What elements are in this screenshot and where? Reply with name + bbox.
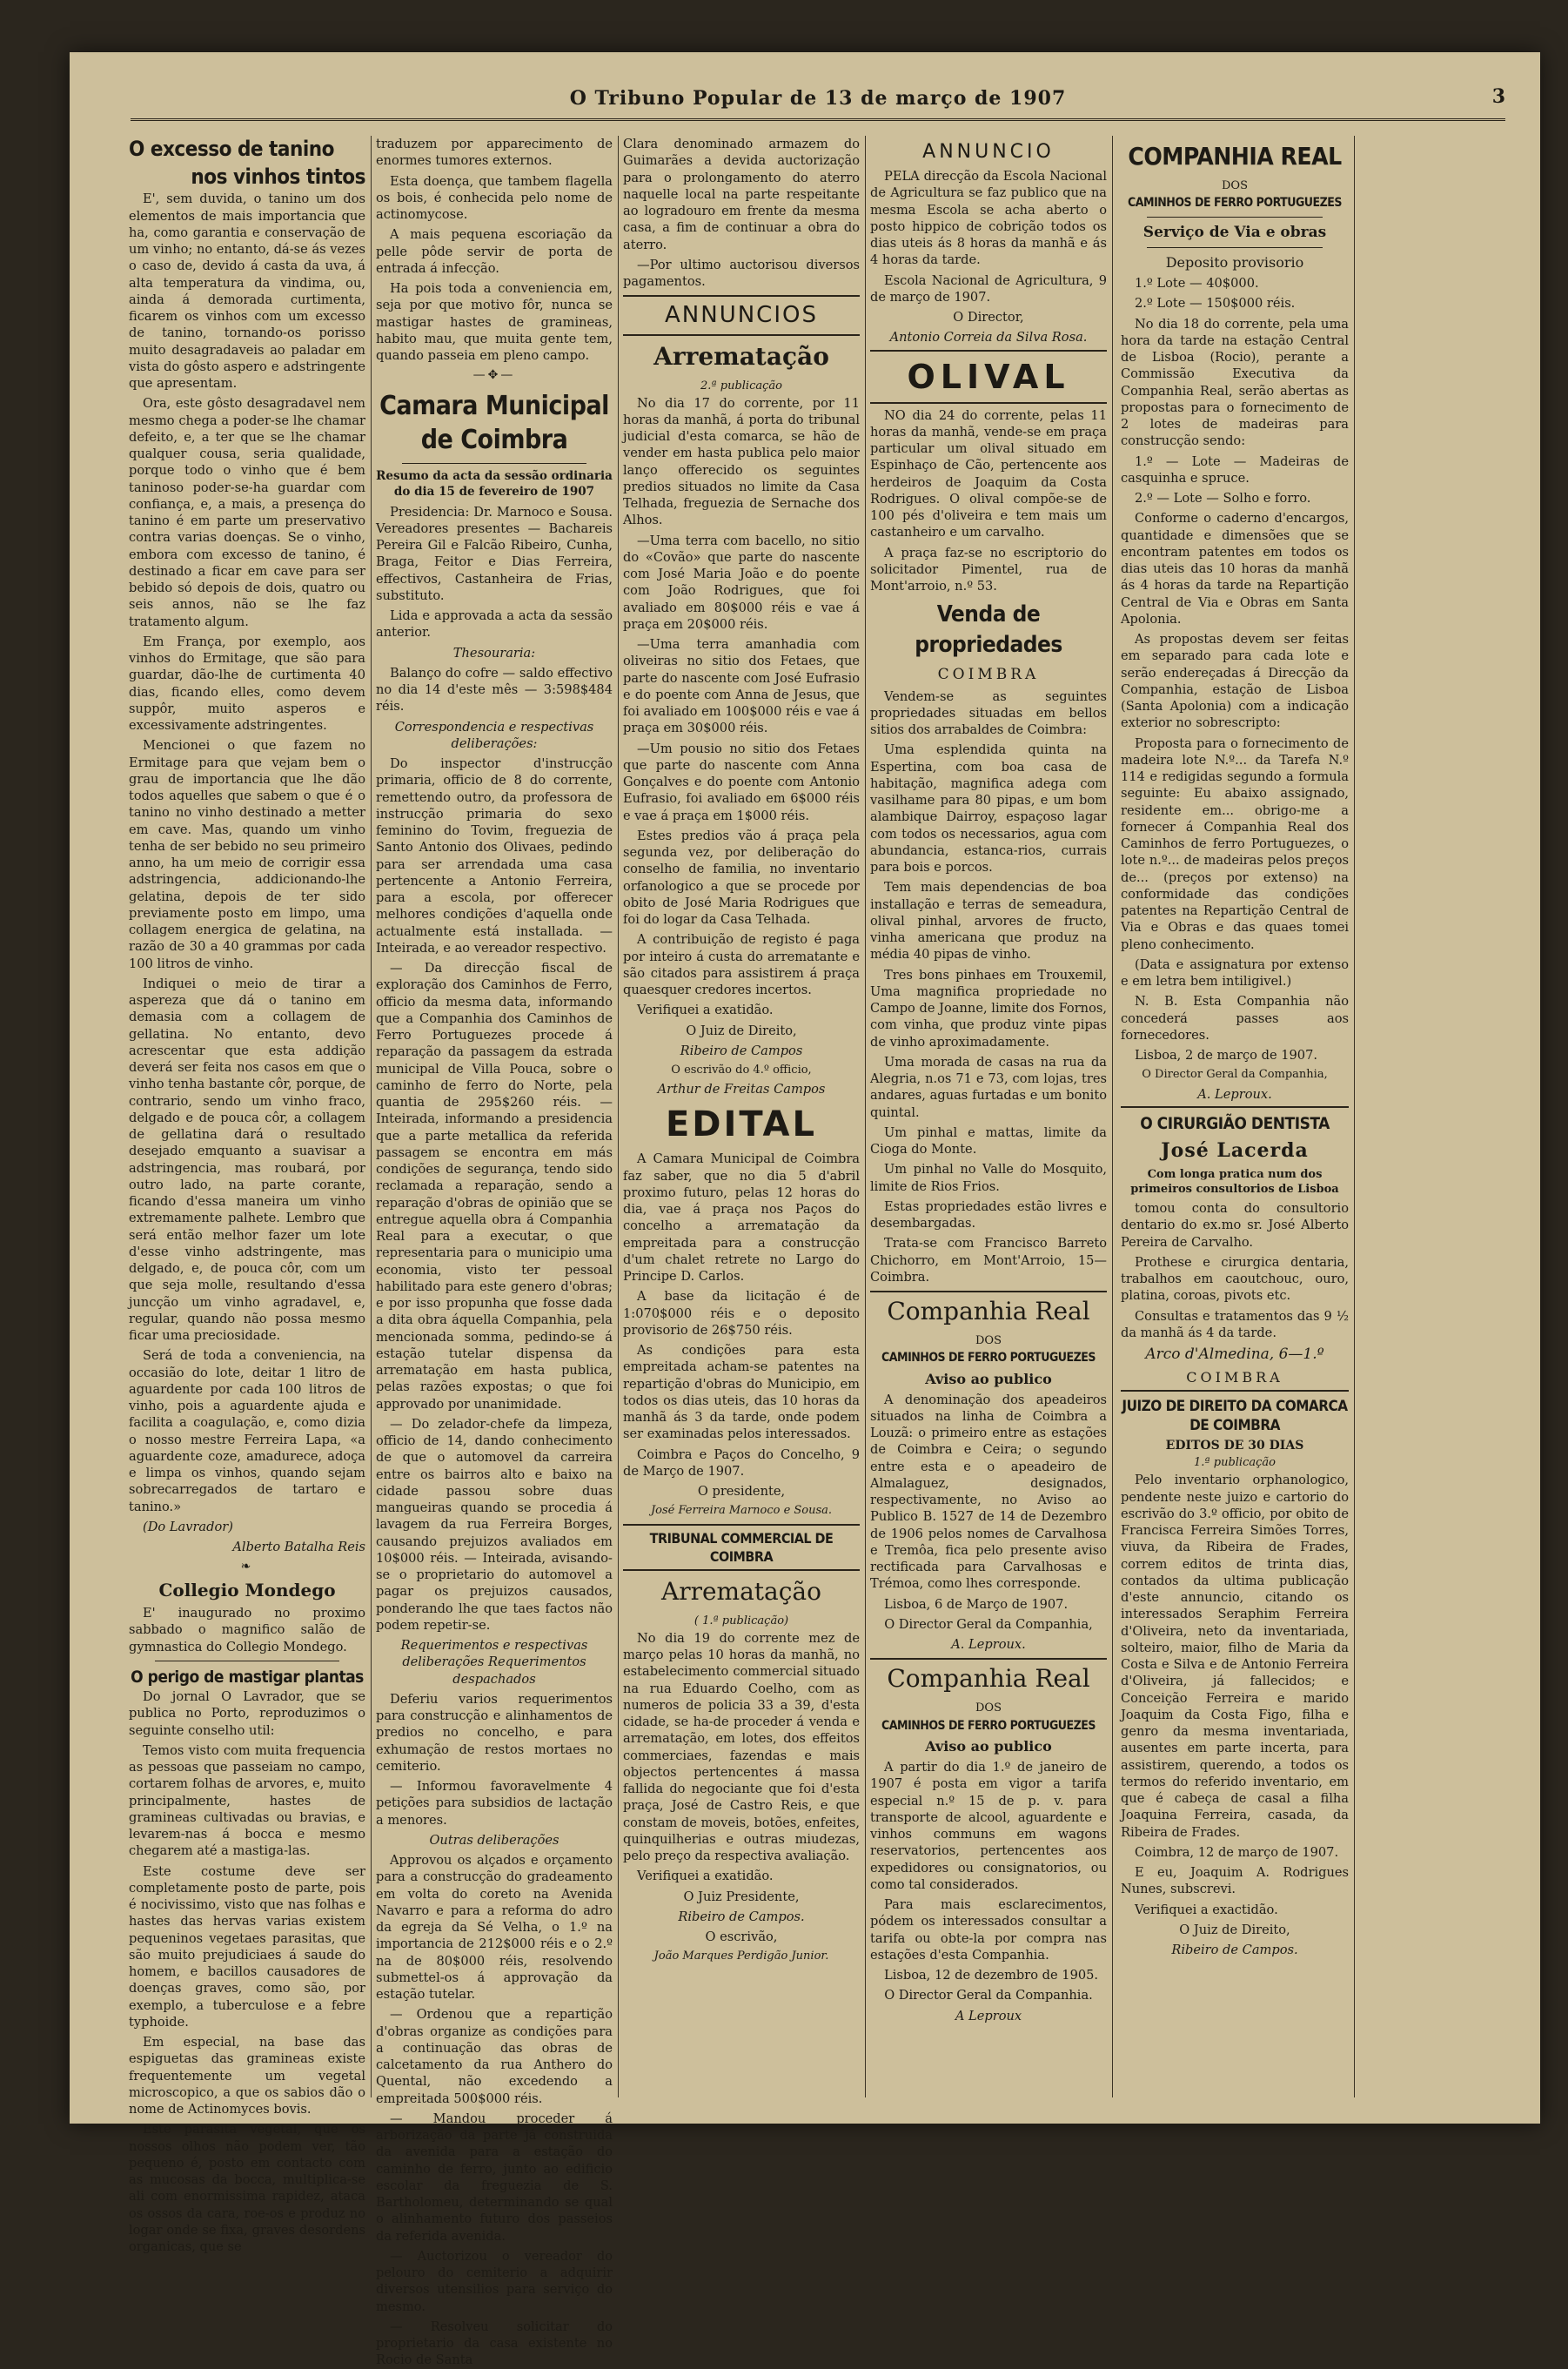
ad-subline: Aviso ao publico <box>925 1738 1052 1755</box>
ad-subline: CAMINHOS DE FERRO PORTUGUEZES <box>881 1351 1096 1366</box>
paragraph: NO dia 24 do corrente, pelas 11 horas da manhã, vende-se em praça particular um olival situado em Espinhaço de Cão, pertencente aos herdeiros de Joaquim da Costa Rodrigues. O olival compõe-se de 100 pés d'oliveira e tem mais um castanheiro e um carvalho. <box>870 407 1107 540</box>
signature: A. Leproux. <box>1197 1086 1272 1102</box>
ad-subline: DOS <box>1222 178 1248 192</box>
paragraph: Uma morada de casas na rua da Alegria, n.os 71 e 73, com lojas, tres andares, aguas furtadas e um bonito quintal. <box>870 1054 1107 1120</box>
paragraph: N. B. Esta Companhia não concederá passes aos fornecedores. <box>1121 994 1349 1043</box>
paragraph: Pelo inventario orphanologico, pendente neste juizo e cartorio do escrivão do 3.º officio, por obito de Francisca Ferreira Simões Torres, viuva, da Ribeira de Frades, correm editos de trinta dias, contados da ultima publicação d'este annuncio, citando os interessados Seraphim Ferreira d'Oliveira, neto da inventariada, solteiro, maior, filho de Maria da Costa e Silva e de Antonio Ferreira d'Oliveira, já fallecidos; e Conceição Ferreira e marido Joaquim da Costa Figo, filha e genro da mesma inventariada, ausentes em parte incerta, para assistirem, querendo, a todos os termos do referido inventario, em que é cabeça de casal a filha Joaquina Ferreira, casada, da Ribeira de Frades. <box>1121 1473 1349 1840</box>
column-rule <box>1354 136 1355 2097</box>
section-headline: Collegio Mondego <box>158 1579 336 1601</box>
paragraph: Esta doença, que tambem flagella os bois, é conhecida pelo nome de actinomycose. <box>376 173 613 222</box>
column-2 <box>376 136 613 2368</box>
subheading: Requerimentos e respectivas deliberações Requerimentos despachados <box>400 1638 588 1687</box>
paragraph: Trata-se com Francisco Barreto Chichorro, em Mont'Arroio, 15—Coimbra. <box>870 1236 1107 1285</box>
paragraph: Verifiquei a exatidão. <box>637 1869 774 1884</box>
paragraph: PELA direcção da Escola Nacional de Agricultura se faz publico que na mesma Escola se acha aberto o posto hippico de cobrição todos os dias uteis ás 8 horas da manhã e ás 4 horas da tarde. <box>870 169 1107 268</box>
paragraph: Approvou os alçados e orçamento para a construcção do gradeamento em volta do coreto na Avenida Navarro e para a reforma do adro da egreja da Sé Velha, o 1.º na importancia de 212$000 réis e o 2.º na de 80$000 réis, resolvendo submettel-os á approvação da estação tutelar. <box>376 1853 613 2003</box>
ornament: —✥— <box>472 368 516 383</box>
ad-subline: EDITOS DE 30 DIAS <box>1165 1438 1304 1453</box>
paragraph: Tres bons pinhaes em Trouxemil, Uma magnifica propriedade no Campo de Joanne, limite dos Fornos, com vinha, que produz vinte pipas de vinho aproximadamente. <box>870 967 1107 1050</box>
signature: A. Leproux. <box>951 1637 1026 1653</box>
paragraph: Lisboa, 2 de março de 1907. <box>1135 1048 1318 1064</box>
ad-headline: O CIRURGIÃO DENTISTA <box>1121 1106 1349 1135</box>
column-3 <box>623 136 860 2097</box>
paragraph: —Por ultimo auctorisou diversos pagamentos. <box>623 257 860 289</box>
paragraph: A base da licitação é de 1:070$000 réis e o deposito provisorio de 26$750 réis. <box>623 1289 860 1338</box>
paragraph: — Do zelador-chefe da limpeza, officio de 14, dando conhecimento de que o automovel da carreira entre os bairros alto e baixo na cidade passou sobre duas mangueiras quando se procedia á lavagem da rua Ferreira Borges, causando prejuizos avaliados em 10$000 réis. — Inteirada, avisando-se o proprietario do automovel a pagar os prejuizos causados, ponderando lhe que taes factos não podem repetir-se. <box>376 1416 613 1633</box>
ad-headline: Companhia Real <box>870 1658 1107 1695</box>
ad-subline: Deposito provisorio <box>1165 254 1304 272</box>
section-headline: Camara Municipal de Coimbra <box>379 390 609 456</box>
subheading: Resumo da acta da sessão ordinaria do dia 15 de fevereiro de 1907 <box>376 468 613 499</box>
paragraph: Vendem-se as seguintes propriedades situadas em bellos sitios dos arrabaldes de Coimbra: <box>870 688 1107 737</box>
paragraph: Uma esplendida quinta na Espertina, com boa casa de habitação, magnifica adega com vasilhame para 80 pipas, e um bom alambique Dairroy, espaçoso lagar com todos os necessarios, agua com abundancia, estanca-rios, currais para bois e porcos. <box>870 742 1107 875</box>
signature: O Director Geral da Companhia. <box>884 1988 1093 2003</box>
signature: O Juiz de Direito, <box>1179 1922 1290 1937</box>
article-headline-2: nos vinhos tintos <box>191 164 365 189</box>
signature: Antonio Correia da Silva Rosa. <box>889 330 1088 346</box>
paragraph: Com longa pratica num dos primeiros consultorios de Lisboa <box>1130 1167 1339 1197</box>
ad-headline: Venda de propriedades <box>915 601 1062 658</box>
ad-subline: Aviso ao publico <box>925 1370 1052 1387</box>
paragraph: —Uma terra amanhadia com oliveiras no sitio dos Fetaes, que parte do nascente com José Eufrasio e do poente com Anna de Jesus, que foi avaliado em 100$000 réis e vae á praça em 30$000 réis. <box>623 637 860 736</box>
newspaper-page <box>70 52 1540 2368</box>
paragraph: Para mais esclarecimentos, pódem os interessados consultar a tarifa ou obte-la por compra nas estações d'esta Companhia. <box>870 1897 1107 1963</box>
masthead <box>131 84 1505 121</box>
divider <box>1147 217 1323 218</box>
paragraph: Em França, por exemplo, aos vinhos do Ermitage, que são para guardar, dão-lhe de curtimenta 40 dias, ficando elles, como devem suppôr, muito asperos e excessivamente adstringentes. <box>129 634 365 734</box>
column-4 <box>870 136 1107 2097</box>
paragraph: 1.º — Lote — Madeiras de casquinha e spruce. <box>1121 453 1349 486</box>
ad-headline: OLIVAL <box>870 350 1107 404</box>
paragraph: No dia 17 do corrente, por 11 horas da manhã, á porta do tribunal judicial d'esta comarca, se hão de vender em hasta publica pelo maior lanço offerecido os seguintes predios situados no limite da Casa Telhada, freguezia de Sernache dos Alhos. <box>623 395 860 528</box>
signature: O Director Geral da Companhia, <box>1142 1068 1328 1082</box>
paragraph: Do jornal O Lavrador, que se publica no Porto, reproduzimos o seguinte conselho util: <box>129 1689 365 1738</box>
ad-headline: ANNUNCIO <box>922 141 1055 163</box>
paragraph: — Resolveu solicitar do proprietario da casa existente no Rocio de Santa <box>376 2319 613 2368</box>
signature: José Ferreira Marnoco e Sousa. <box>650 1504 833 1518</box>
ad-headline: JUIZO DE DIREITO DA COMARCA DE COIMBRA <box>1121 1390 1349 1436</box>
paragraph: Tem mais dependencias de boa installação e terras de semeadura, olival pinhal, arvores de fructo, vinha americana que produz na média 40 pipas de vinho. <box>870 880 1107 963</box>
section-headline: O perigo de mastigar plantas <box>131 1667 364 1687</box>
paragraph: Consultas e tratamentos das 9 ½ da manhã ás 4 da tarde. <box>1121 1308 1349 1340</box>
paragraph: Coimbra, 12 de março de 1907. <box>1135 1844 1339 1860</box>
page-number: 3 <box>1491 85 1505 108</box>
signature: Ribeiro de Campos. <box>678 1909 805 1924</box>
paragraph: Um pinhal e mattas, limite da Cioga do Monte. <box>870 1124 1107 1157</box>
signature: O Juiz de Direito, <box>686 1023 797 1038</box>
subheading: Correspondencia e respectivas deliberações: <box>394 719 594 751</box>
paragraph: Deferiu varios requerimentos para construcção e alinhamentos de predios no concelho, e para exhumação de restos mortaes no cemiterio. <box>376 1691 613 1774</box>
paragraph: A mais pequena escoriação da pelle pôde servir de porta de entrada á infecção. <box>376 227 613 276</box>
column-5 <box>1121 136 1349 2097</box>
publication-note: ( 1.ª publicação) <box>694 1614 789 1627</box>
paragraph: A denominação dos apeadeiros situados na linha de Coimbra a Louzã: o primeiro entre as estações de Coimbra e Ceira; o segundo entre esta e o apeadeiro de Almalaguez, designados, respectivamente, no Aviso ao Publico B. 1527 de 14 de Dezembro de 1906 pelos nomes de Carvalhosa e Tremôa, fica pelo presente aviso rectificada para Carvalhosas e Trémoa, como lhes corresponde. <box>870 1392 1107 1592</box>
paragraph: 2.º Lote — 150$000 réis. <box>1135 296 1296 312</box>
paragraph: E' inaugurado no proximo sabbado o magnifico salão de gymnastica do Collegio Mondego. <box>129 1606 365 1654</box>
article-headline: O excesso de tanino <box>129 137 334 161</box>
ad-subline: CAMINHOS DE FERRO PORTUGUEZES <box>881 1718 1096 1733</box>
ad-subline: DOS <box>975 1701 1002 1715</box>
address: Arco d'Almedina, 6—1.º <box>1145 1346 1324 1364</box>
paragraph: Lisboa, 12 de dezembro de 1905. <box>884 1968 1099 1983</box>
place-name: COIMBRA <box>937 666 1040 684</box>
ad-subline: Serviço de Via e obras <box>1142 223 1327 241</box>
paragraph: Coimbra e Paços do Concelho, 9 de Março de 1907. <box>623 1446 860 1479</box>
paragraph: E', sem duvida, o tanino um dos elementos de mais importancia que ha, como garantia e conservação de um vinho; no entanto, dá-se ás vezes o caso de, devido á casta da uva, á alta temperatura da vindima, ou, ainda á demorada curtimenta, ficarem os vinhos com um excesso de tanino, tornando-os porisso muito desagradaveis ao paladar em vista do gôsto aspero e adstringente que apresentam. <box>129 191 365 392</box>
edital-headline: EDITAL <box>665 1104 818 1144</box>
paragraph: Escola Nacional de Agricultura, 9 de março de 1907. <box>870 272 1107 305</box>
publication-note: 1.ª publicação <box>1194 1456 1276 1470</box>
paragraph: No dia 19 do corrente mez de março pelas 10 horas da manhã, no estabelecimento commercial situado na rua Eduardo Coelho, com as numeros de policia 33 a 39, d'esta cidade, se ha-de proceder á venda e arrematação, em lotes, dos effeitos commerciaes, fazendas e mais objectos pertencentes á massa fallida do negociante que foi d'esta praça, José de Castro Reis, e que constam de moveis, botões, enfeites, quinquilherias e outras miudezas, pelo preço da respectiva avaliação. <box>623 1630 861 1864</box>
paragraph: Conforme o caderno d'encargos, quantidade e dimensões que se encontram patentes em todos os dias uteis das 10 horas da manhã ás 4 horas da tarde na Repartição Central de Via e Obras em Santa Apolonia. <box>1121 511 1349 627</box>
paragraph: Indiquei o meio de tirar a aspereza que dá o tanino em demasia com a collagem de gellatina. No entanto, devo acrescentar que esta addição deverá ser feita nos casos em que o vinho tenha bastante côr, porque, de contrario, sendo um vinho fraco, delgado e de pouca côr, a collagem de gellatina dará o resultado desejado emquanto a suavisar a adstringencia, mas roubará, por outro lado, na parte corante, ficando d'essa maneira um vinho extremamente palhete. Lembro que será então melhor fazer um lote d'esse vinho adstringente, mas delgado, e, de pouca côr, com um que seja molle, resultando d'essa juncção um vinho agradavel, e, regular, quando não possa mesmo ficar uma preciosidade. <box>129 976 365 1344</box>
divider <box>402 463 586 464</box>
signature: Arthur de Freitas Campos <box>657 1082 826 1097</box>
signature: Ribeiro de Campos. <box>1171 1943 1298 1957</box>
signature: O presidente, <box>697 1484 786 1500</box>
paragraph: tomou conta do consultorio dentario do ex.mo sr. José Alberto Pereira de Carvalho. <box>1121 1201 1349 1250</box>
ad-subline: DOS <box>975 1333 1002 1347</box>
paragraph: Presidencia: Dr. Marnoco e Sousa. Vereadores presentes — Bachareis Pereira Gil e Falcão Ribeiro, Cunha, Braga, Feitor e Dias Ferreira, effectivos, Castanheira de Frias, substituto. <box>376 504 613 603</box>
paragraph: Estas propriedades estão livres e desembargadas. <box>870 1198 1107 1231</box>
paragraph: — Mandou proceder á arborização da parte já construida da avenida para a estação do caminho de ferro, junto ao edificio escolar da freguezia de S. Bartholomeu, determinando se qual o alinhamento futuro dos passeios da referida avenida. <box>376 2111 613 2244</box>
paragraph: Verifiquei a exactidão. <box>1135 1902 1278 1917</box>
paragraph: Este costume deve ser completamente posto de parte, pois é nocivissimo, visto que nas folhas e hastes das hervas varias existem pequeninos vegetaes parasitas, que são muito prejudiciaes á saude do homem, e bacillos causadores de doenças graves, como são, por exemplo, a tuberculose e a febre typhoide. <box>129 1863 365 2030</box>
place-name: COIMBRA <box>1186 1368 1283 1386</box>
paragraph: As propostas devem ser feitas em separado para cada lote e serão endereçadas á Direcção da Companhia, estação de Lisboa (Santa Apolonia) com a indicação exterior no sobrescripto: <box>1121 632 1349 731</box>
paragraph: Temos visto com muita frequencia as pessoas que passeiam no campo, cortarem folhas de arvores, e, muito principalmente, hastes de gramineas cultivadas ou bravias, e levarem-nas á bocca e mesmo chegarem até a mastiga-las. <box>129 1742 365 1859</box>
paragraph: Clara denominado armazem do Guimarães a devida auctorização para o prolongamento do aterro naquelle local na parte respeitante ao logradouro em frente da mesma casa, a fim de continuar a obra do aterro. <box>623 137 860 252</box>
paragraph: — Informou favoravelmente 4 petições para subsidios de lactação a menores. <box>376 1779 613 1828</box>
author: Alberto Batalha Reis <box>232 1540 365 1555</box>
paragraph: A Camara Municipal de Coimbra faz saber, que no dia 5 d'abril proximo futuro, pelas 12 horas do dia, vae á praça nos Paços do concelho a arrematação da empreitada para a construcção d'um chalet retrete no Largo do Principe D. Carlos. <box>623 1151 860 1285</box>
ornament: ❧ <box>240 1560 254 1574</box>
paragraph: A contribuição de registo é paga por inteiro á custa do arrematante e são citados para assistirem á praça quaesquer credores incertos. <box>623 932 860 998</box>
paragraph: Mencionei o que fazem no Ermitage para que vejam bem o grau de importancia que lhe dão todos aquelles que sabem o que é o tanino no vinho destinado a metter em cave. Mas, quando um vinho tenha de ser bebido no seu primeiro anno, ha um meio de corrigir essa adstringencia, addicionando-lhe gelatina, depois de ter sido previamente posto em limpo, uma collagem energica de gelatina, na razão de 30 a 40 grammas por cada 100 litros de vinho. <box>129 738 365 971</box>
paragraph: Verifiquei a exatidão. <box>637 1003 774 1018</box>
column-rule <box>1112 136 1113 2097</box>
subheading: Thesouraria: <box>452 645 536 661</box>
signature: A Leproux <box>955 2008 1022 2023</box>
paragraph: Ha pois toda a conveniencia em, seja por que motivo fôr, nunca se mastigar hastes de gramineas, habito mau, que muita gente tem, quando passeia em pleno campo. <box>376 281 613 363</box>
ad-headline: Companhia Real <box>870 1291 1107 1328</box>
paragraph: —Uma terra com bacello, no sitio do «Covão» que parte do nascente com José Maria João e do poente com João Rodrigues, que foi avaliado em 80$000 réis e vae á praça em 20$000 réis. <box>623 533 860 632</box>
paragraph: Será de toda a conveniencia, na occasião do lote, deitar 1 litro de aguardente por cada 100 litros de vinho, pois a aguardente ajuda e facilita a coagulação, e, como dizia o nosso mestre Ferreira Lapa, «a aguardente coze, amadurece, adoça e limpa os vinhos, quando sejam sobrecarregados de tartaro e tanino.» <box>129 1348 365 1514</box>
column-rule <box>618 136 619 2097</box>
paragraph: Proposta para o fornecimento de madeira lote N.º... da Tarefa N.º 114 e redigidas segundo a formula seguinte: Eu abaixo assignado, residente em... obrigo-me a fornecer á Companhia Real dos Caminhos de ferro Portuguezes, o lote n.º... de madeiras pelos preços de... (preços por extenso) na conformidade das condições patentes na Repartição Central de Via e Obras e das quaes tomei pleno conhecimento. <box>1121 735 1349 952</box>
column-rule <box>865 136 866 2097</box>
paragraph: Lida e approvada a acta da sessão anterior. <box>376 608 613 641</box>
divider <box>1147 247 1323 248</box>
section-banner: ANNUNCIOS <box>623 295 860 335</box>
signature: O Director, <box>953 310 1024 325</box>
paragraph: A partir do dia 1.º de janeiro de 1907 é posta em vigor a tarifa especial n.º 15 de p. v. para transporte de alcool, aguardente e vinhos communs em wagons reservatorios, pertencentes aos expedidores ou consignatorios, ou como tal considerados. <box>870 1760 1107 1892</box>
signature: O Juiz Presidente, <box>683 1889 800 1904</box>
paragraph: Este parasita vegetal, que os nossos olhos não podem ver, tão pequeno é, posto em contacto com as mucosas da bocca, multiplica-se ali com enormissima rapidez, ataca os ossos da cara, roe-os e produz no logar onde se fixa, graves desordens organicas, que se <box>129 2122 365 2255</box>
paragraph: Estes predios vão á praça pela segunda vez, por deliberação do conselho de familia, no inventario orfanologico a que se procede por obito de José Maria Rodrigues que foi do logar da Casa Telhada. <box>623 828 860 928</box>
ad-subline: CAMINHOS DE FERRO PORTUGUEZES <box>1128 196 1342 211</box>
paragraph: A praça faz-se no escriptorio do solicitador Pimentel, rua de Mont'arroio, n.º 53. <box>870 545 1107 594</box>
paragraph: 1.º Lote — 40$000. <box>1135 276 1259 292</box>
paragraph: —Um pousio no sitio dos Fetaes que parte do nascente com Anna Gonçalves e do poente com Antonio Eufrasio, foi avaliado em 6$000 réis e vae á praça em 1$000 réis. <box>623 741 860 823</box>
paragraph: Em especial, na base das espiguetas das gramineas existe frequentemente um vegetal microscopico, a que os sabios dão o nome de Actinomyces bovis. <box>129 2035 365 2117</box>
signature: Ribeiro de Campos <box>680 1043 803 1058</box>
publication-note: 2.ª publicação <box>700 379 782 393</box>
paragraph: As condições para esta empreitada acham-se patentes na repartição d'obras do Municipio, em todos os dias uteis, das 10 horas da manhã ás 3 da tarde, onde podem ser examinadas pelos interessados. <box>623 1343 860 1442</box>
signature: O escrivão, <box>705 1929 778 1945</box>
paragraph: Do inspector d'instrucção primaria, officio de 8 do corrente, remettendo outro, da professora de instrucção primaria do sexo feminino do Tovim, freguezia de Santo Antonio dos Olivaes, pedindo para ser arrendada uma casa pertencente a Antonio Ferreira, para a escola, por offerecer melhores condições d'aquella onde actualmente está installada. — Inteirada, e ao vereador respectivo. <box>376 756 613 956</box>
masthead-title: O Tribuno Popular de 13 de março de 1907 <box>569 87 1067 110</box>
paragraph: Lisboa, 6 de Março de 1907. <box>884 1596 1069 1612</box>
paragraph: — Da direcção fiscal de exploração dos Caminhos de Ferro, officio da mesma data, informando que a Companhia dos Caminhos de Ferro Portuguezes procede á reparação da passagem da estrada municipal de Villa Pouca, sobre o caminho de ferro do Norte, pela quantia de 295$260 réis. — Inteirada, informando a presidencia que a parte metallica da referida passagem se encontra em más condições de segurança, tendo sido reclamada a reparação, sendo a reparação d'obras de opinião que se entregue aquella obra á Companhia Real para a executar, o que representaria para o municipio uma economia, visto ter pessoal habilitado para este genero d'obras; e por isso propunha que fosse dada a dita obra áquella Companhia, pela mencionada somma, pedindo-se á estação tutelar dispensa da arrematação em hasta publica, pelas razões expostas; o que foi approvado por unanimidade. <box>376 961 613 1412</box>
paragraph: — Auctorizou o vereador do pelouro do cemiterio a adquirir diversos utensilios para serviço do mesmo. <box>376 2248 613 2314</box>
column-rule <box>371 136 372 2097</box>
paragraph: (Data e assignatura por extenso e em letra bem intiligivel.) <box>1121 956 1349 990</box>
ad-headline: José Lacerda <box>1161 1138 1309 1162</box>
paragraph: — Ordenou que a repartição d'obras organize as condições para a continuação das obras de calcetamento da rua Anthero do Quental, não excedendo a empreitada 500$000 réis. <box>376 2007 613 2106</box>
source-note: (Do Lavrador) <box>143 1519 233 1534</box>
column-1 <box>129 136 365 2255</box>
paragraph: traduzem por apparecimento de enormes tumores externos. <box>376 137 613 169</box>
paragraph: Ora, este gôsto desagradavel nem mesmo chega a poder-se lhe chamar defeito, e, a ter que se lhe chamar qualquer cousa, seria qualidade, porque todo o vinho que é bem taninoso poder-se-ha guardar com confiança, e, a mais, a presença do tanino é em parte um preservativo contra varias doenças. Se o vinho, embora com excesso de tanino, é destinado a ficar em cave para ser bebido só depois de dois, quatro ou seis annos, não se lhe faz tratamento algum. <box>129 396 365 629</box>
section-banner: TRIBUNAL COMMERCIAL DE COIMBRA <box>623 1524 860 1571</box>
paragraph: 2.º — Lote — Solho e forro. <box>1135 491 1311 507</box>
paragraph: Balanço do cofre — saldo effectivo no dia 14 d'este mês — 3:598$484 réis. <box>376 665 613 715</box>
ad-headline: Arrematação <box>653 341 829 371</box>
paragraph: Prothese e cirurgica dentaria, trabalhos em caoutchouc, ouro, platina, coroas, pivots etc. <box>1121 1254 1349 1304</box>
signature: João Marques Perdigão Junior. <box>653 1950 829 1963</box>
signature: O escrivão do 4.º officio, <box>671 1064 812 1077</box>
paragraph: Um pinhal no Valle do Mosquito, limite de Rios Frios. <box>870 1162 1107 1194</box>
signature: O Director Geral da Companhia, <box>884 1616 1093 1632</box>
ad-headline: COMPANHIA REAL <box>1128 142 1342 171</box>
ad-headline: Arrematação <box>661 1576 821 1606</box>
paragraph: No dia 18 do corrente, pela uma hora da tarde na estação Central de Lisboa (Rocio), perante a Commissão Executiva da Companhia Real, serão abertas as propostas para o fornecimento de 2 lotes de madeiras para construcção sendo: <box>1121 316 1349 449</box>
paragraph: E eu, Joaquim A. Rodrigues Nunes, subscrevi. <box>1121 1865 1349 1897</box>
subheading: Outras deliberações <box>429 1832 560 1848</box>
